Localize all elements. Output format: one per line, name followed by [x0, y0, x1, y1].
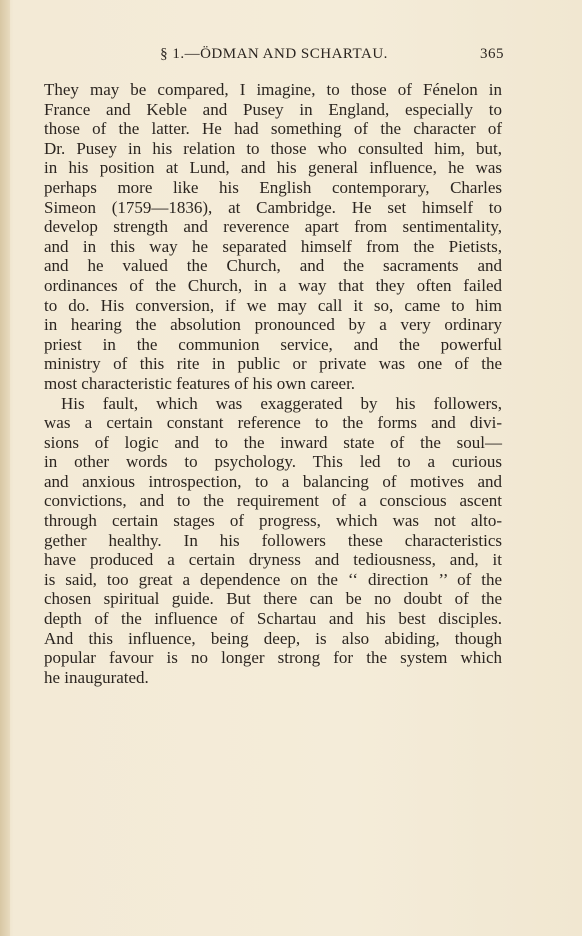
text-line: to do. His conversion, if we may call it so, came to him	[44, 295, 502, 315]
text-line: And this influence, being deep, is also abiding, though	[44, 628, 502, 648]
text-line: ministry of this rite in public or private was one of the	[44, 354, 502, 374]
text-line: in other words to psychology. This led to a curious	[44, 452, 502, 472]
text-line: and in this way he separated himself from the Pietists,	[44, 236, 502, 256]
text-line: in hearing the absolution pronounced by a very ordinary	[44, 315, 502, 335]
text-line: Dr. Pusey in his relation to those who consulted him, but,	[44, 138, 502, 158]
text-line: ordinances of the Church, in a way that they often failed	[44, 275, 502, 295]
text-line: priest in the communion service, and the powerful	[44, 334, 502, 354]
running-head: § 1.—ÖDMAN AND SCHARTAU.	[160, 46, 388, 62]
text-line: in his position at Lund, and his general influence, he was	[44, 158, 502, 178]
page-header	[44, 46, 504, 70]
text-line: They may be compared, I imagine, to those of Fénelon in	[44, 80, 502, 99]
text-line: popular favour is no longer strong for the system which	[44, 648, 502, 668]
text-line: France and Keble and Pusey in England, especially to	[44, 99, 502, 119]
body-text	[44, 80, 502, 687]
text-line: have produced a certain dryness and tediousness, and, it	[44, 550, 502, 570]
text-line: depth of the influence of Schartau and his best disciples.	[44, 609, 502, 629]
text-line: His fault, which was exaggerated by his followers,	[61, 393, 502, 413]
paragraph-1	[44, 80, 502, 394]
text-line: those of the latter. He had something of the character of	[44, 119, 502, 139]
text-line: convictions, and to the requirement of a conscious ascent	[44, 491, 502, 511]
text-line: and he valued the Church, and the sacraments and	[44, 256, 502, 276]
text-line: and anxious introspection, to a balancing of motives and	[44, 471, 502, 491]
page-gutter-shadow	[0, 0, 10, 936]
text-line: through certain stages of progress, which was not alto-	[44, 511, 502, 531]
text-line: sions of logic and to the inward state of the soul—	[44, 432, 502, 452]
text-line: chosen spiritual guide. But there can be no doubt of the	[44, 589, 502, 609]
page-number: 365	[480, 46, 504, 62]
text-line: perhaps more like his English contemporary, Charles	[44, 177, 502, 197]
text-line: develop strength and reverence apart from sentimentality,	[44, 217, 502, 237]
text-line: most characteristic features of his own career.	[44, 373, 356, 393]
text-line: Simeon (1759—1836), at Cambridge. He set himself to	[44, 197, 502, 217]
text-line: is said, too great a dependence on the ‘‘ direction ’’ of the	[44, 569, 502, 589]
paragraph-2	[44, 394, 502, 688]
text-line: gether healthy. In his followers these characteristics	[44, 530, 502, 550]
text-line: he inaugurated.	[44, 667, 149, 687]
text-line: was a certain constant reference to the forms and divi-	[44, 413, 502, 433]
